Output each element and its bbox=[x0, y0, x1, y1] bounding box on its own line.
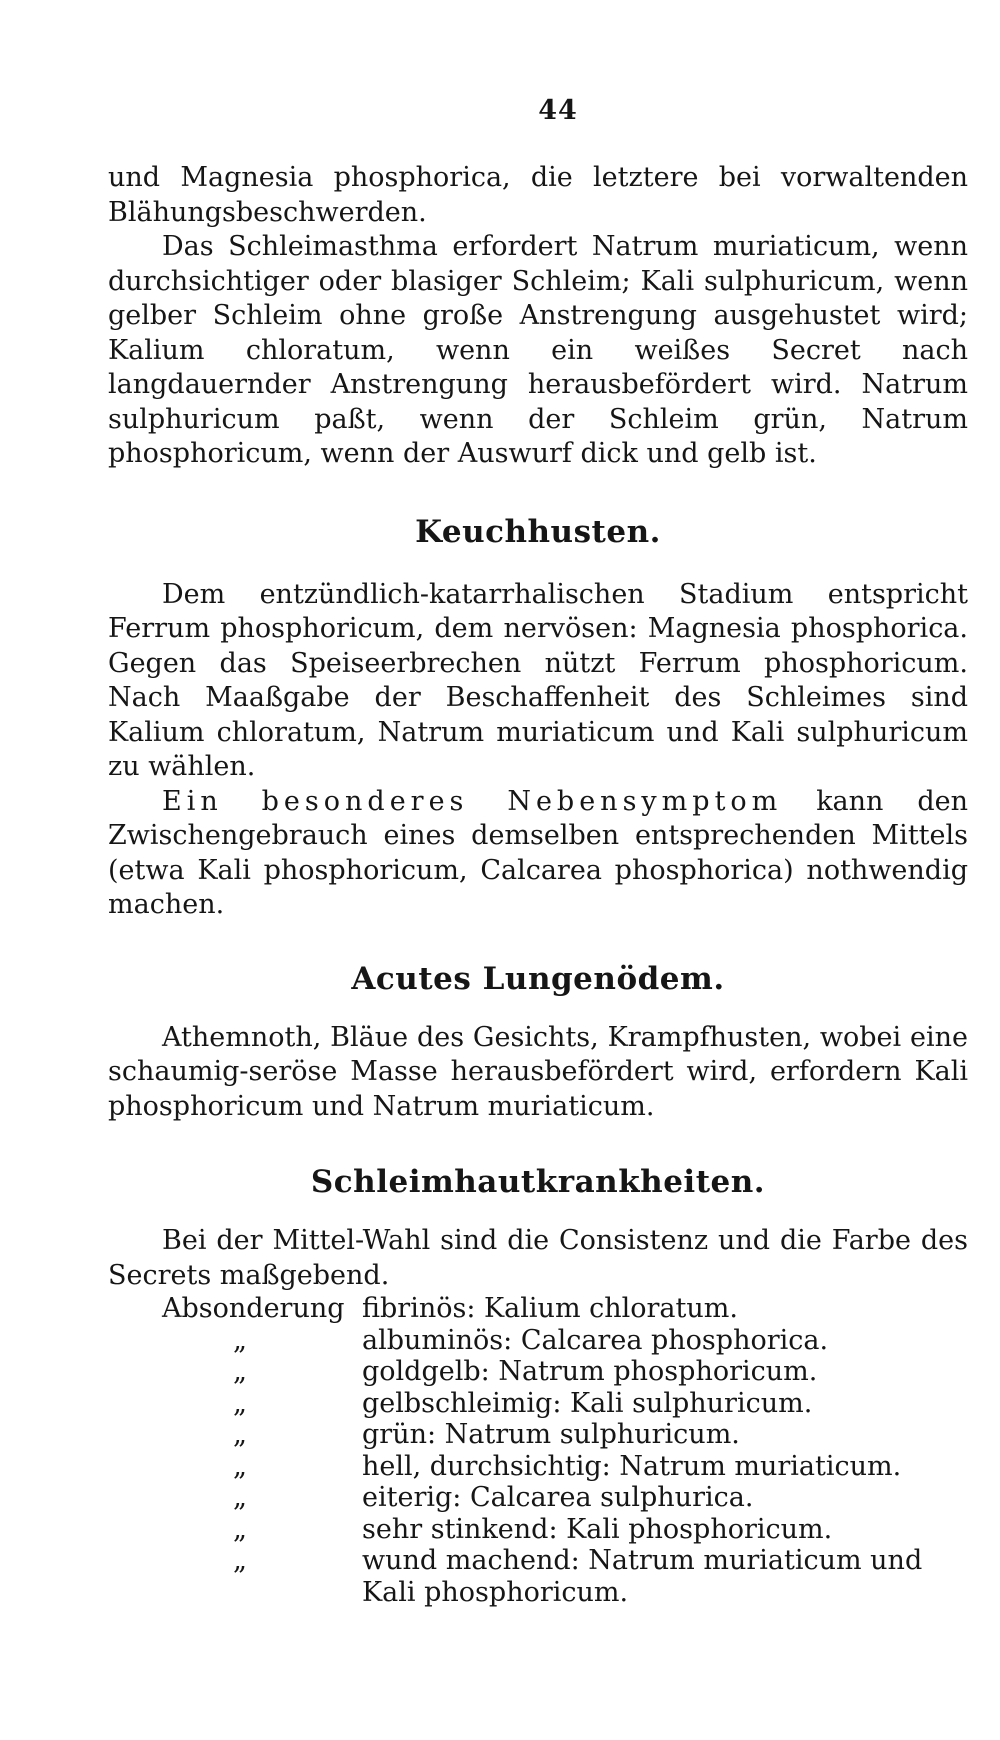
secretion-entry: sehr stinkend: Kali phosphoricum. bbox=[362, 1513, 833, 1545]
paragraph-lungenoedem: Athemnoth, Bläue des Gesichts, Krampfhusten, wobei eine schaumig-seröse Masse herausbefördert wird, erfordern Kali phosphoricum und Natrum muriaticum. bbox=[108, 1021, 968, 1122]
paragraph-continuation: und Magnesia phosphorica, die letztere bei vorwaltenden Blähungsbeschwerden. bbox=[108, 162, 968, 228]
paragraph-schleimasthma: Das Schleimasthma erfordert Natrum muriaticum, wenn durchsichtiger oder blasiger Schleim; Kali sulphuricum, wenn gelber Schleim ohne große Anstrengung ausgehustet wird; Kalium chloratum, wenn ein weißes Secret nach langdauernder Anstrengung herausbefördert wird. Natrum sulphuricum paßt, wenn der Schleim grün, Natrum phosphoricum, wenn der Auswurf dick und gelb ist. bbox=[108, 231, 968, 469]
secretion-row bbox=[108, 1419, 968, 1451]
secretion-row bbox=[108, 1545, 968, 1577]
ditto-mark: „ bbox=[233, 1356, 247, 1387]
secretion-row bbox=[108, 1356, 968, 1388]
secretion-entry: eiterig: Calcarea sulphurica. bbox=[362, 1482, 754, 1513]
secretion-list bbox=[108, 1293, 968, 1608]
spaced-emphasis: Ein besonderes Nebensymptom bbox=[162, 785, 783, 817]
paragraph-keuchhusten-2 bbox=[108, 785, 968, 923]
secretion-entry: grün: Natrum sulphuricum. bbox=[362, 1419, 740, 1450]
secretion-entry: fibrinös: Kalium chloratum. bbox=[362, 1293, 738, 1324]
ditto-mark: „ bbox=[233, 1513, 247, 1545]
ditto-mark: „ bbox=[233, 1324, 247, 1356]
secretion-row bbox=[108, 1325, 968, 1357]
secretion-entry: wund machend: Natrum muriaticum und bbox=[362, 1545, 923, 1576]
secretion-entry: goldgelb: Natrum phosphoricum. bbox=[362, 1356, 818, 1387]
paragraph-schleimhaut-intro: Bei der Mittel-Wahl sind die Consistenz und die Farbe des Secrets maßgebend. bbox=[108, 1225, 968, 1291]
ditto-mark: „ bbox=[233, 1387, 247, 1419]
secretion-row bbox=[108, 1482, 968, 1514]
ditto-mark: „ bbox=[233, 1482, 247, 1513]
ditto-mark: „ bbox=[233, 1419, 247, 1450]
secretion-continuation: Kali phosphoricum. bbox=[362, 1576, 629, 1608]
book-page bbox=[108, 95, 968, 1608]
paragraph-keuchhusten-1: Dem entzündlich-katarrhalischen Stadium entspricht Ferrum phosphoricum, dem nervösen: Magnesia phosphorica. Gegen das Speiseerbrechen nützt Ferrum phosphoricum. Nach Maaßgabe der Beschaffenheit des Schleimes sind Kalium chloratum, Natrum muriaticum und Kali sulphuricum zu wählen. bbox=[108, 578, 968, 782]
paragraph-keuchhusten-2-rest: kann den Zwischengebrauch eines demselben entsprechenden Mittels (etwa Kali phosphoricum, Calcarea phosphorica) nothwendig machen. bbox=[108, 785, 968, 920]
secretion-entry: albuminös: Calcarea phosphorica. bbox=[362, 1324, 829, 1356]
ditto-mark: „ bbox=[233, 1450, 247, 1482]
page-number: 44 bbox=[538, 95, 578, 126]
secretion-entry: hell, durchsichtig: Natrum muriaticum. bbox=[362, 1450, 902, 1482]
secretion-entry: gelbschleimig: Kali sulphuricum. bbox=[362, 1387, 813, 1419]
secretion-row bbox=[108, 1388, 968, 1420]
heading-lungenoedem: Acutes Lungenödem. bbox=[351, 960, 725, 997]
secretion-lead-label: Absonderung bbox=[162, 1293, 345, 1324]
ditto-mark: „ bbox=[233, 1545, 247, 1576]
heading-schleimhautkrankheiten: Schleimhautkrankheiten. bbox=[310, 1164, 766, 1200]
secretion-row bbox=[108, 1451, 968, 1483]
secretion-row bbox=[108, 1293, 968, 1325]
heading-keuchhusten: Keuchhusten. bbox=[415, 513, 661, 550]
secretion-row bbox=[108, 1514, 968, 1546]
